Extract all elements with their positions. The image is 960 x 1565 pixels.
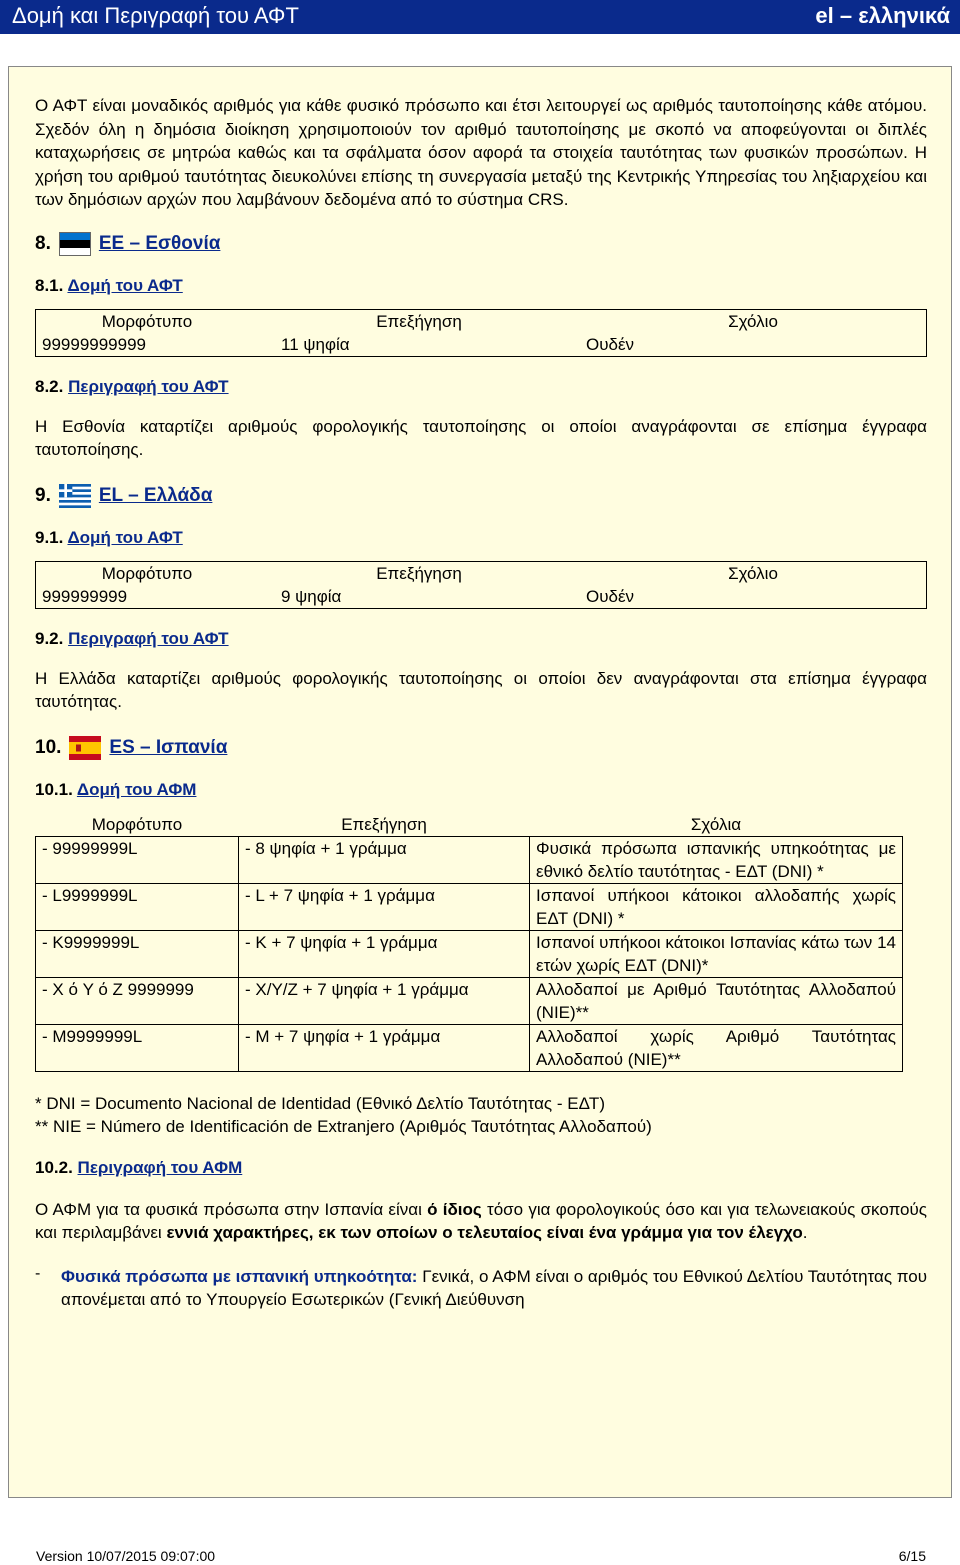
cell-explanation: - L + 7 ψηφία + 1 γράμμα (239, 883, 530, 930)
spain-description (35, 1198, 927, 1245)
section-number: 10. (35, 736, 62, 758)
subsection-10-1 (35, 780, 927, 800)
col-format: Μορφότυπο (36, 813, 239, 837)
cell-explanation: 11 ψηφία (281, 334, 350, 354)
table-row (36, 836, 903, 883)
greece-flag-icon (59, 484, 91, 508)
greece-format-table (35, 561, 927, 609)
table-row (36, 585, 927, 609)
table-row (36, 930, 903, 977)
col-explanation: Επεξήγηση (376, 563, 462, 583)
table-row (36, 883, 903, 930)
header-title: Δομή και Περιγραφή του ΑΦΤ (12, 3, 299, 28)
spain-format-table (35, 813, 903, 1072)
intro-paragraph: Ο ΑΦΤ είναι μοναδικός αριθμός για κάθε φυσικό πρόσωπο και έτσι λειτουργεί ως αριθμός ταυτοποίησης κάθε ατόμου. Σχεδόν όλη η δημόσια διοίκηση χρησιμοποιούν τον αριθμό ταυτοποίησης με σκοπό να αποφεύγονται οι διπλές καταχωρήσεις σε μητρώα καθώς και τα σφάλματα όσον αφορά τα στοιχεία ταυτότητας των φυσικών προσώπων. Η χρήση του αριθμού ταυτότητας διευκολύνει επίσης τη συνεργασία μεταξύ της Κεντρικής Υπηρεσίας του ληξιαρχείου και των δημόσιων αρχών που λαμβάνουν δεδομένα από το σύστημα CRS. (35, 96, 927, 209)
subsection-title[interactable]: Περιγραφή του ΑΦΤ (68, 376, 229, 396)
table-row (36, 977, 903, 1024)
cell-format: - X ό Y ό Z 9999999 (36, 977, 239, 1024)
cell-comment: Ουδέν (586, 334, 635, 354)
desc-emphasis: ό ίδιος (427, 1199, 482, 1219)
desc-text: Ο ΑΦΜ για τα φυσικά πρόσωπα στην Ισπανία είναι (35, 1199, 428, 1219)
bullet-heading: Φυσικά πρόσωπα με ισπανική υπηκοότητα: (61, 1266, 418, 1286)
desc-text: . (802, 1223, 808, 1242)
cell-comment: Ισπανοί υπήκοοι κάτοικοι Ισπανίας κάτω των 14 ετών χωρίς ΕΔΤ (DNI)* (530, 930, 903, 977)
section-spain-title[interactable]: ES – Ισπανία (109, 736, 228, 758)
table-row (36, 1024, 903, 1071)
subsection-title[interactable]: Δομή του ΑΦΤ (67, 275, 183, 295)
estonia-format-table (35, 309, 927, 357)
subsection-title[interactable]: Δομή του ΑΦΤ (67, 527, 183, 547)
cell-format: 999999999 (42, 586, 128, 606)
table-row (36, 333, 927, 357)
subsection-title[interactable]: Δομή του ΑΦΜ (76, 779, 197, 799)
cell-format: - M9999999L (36, 1024, 239, 1071)
cell-explanation: - 8 ψηφία + 1 γράμμα (239, 836, 530, 883)
subsection-number: 10.2. (35, 1157, 73, 1177)
col-format: Μορφότυπο (101, 311, 193, 331)
subsection-9-2 (35, 629, 927, 649)
cell-format: 99999999999 (42, 334, 147, 354)
page-number: 6/15 (898, 1548, 926, 1564)
section-estonia-title[interactable]: EE – Εσθονία (98, 232, 221, 254)
spain-flag-icon (69, 736, 101, 760)
section-number: 9. (35, 484, 51, 506)
section-spain-heading (35, 736, 927, 760)
footnotes (35, 1092, 927, 1138)
subsection-number: 8.1. (35, 275, 64, 295)
footnote-dni: * DNI = Documento Nacional de Identidad (Εθνικό Δελτίο Ταυτότητας - ΕΔΤ) (35, 1093, 605, 1113)
bullet-dash: - (35, 1264, 41, 1282)
cell-format: - K9999999L (36, 930, 239, 977)
cell-comment: Φυσικά πρόσωπα ισπανικής υπηκοότητας με εθνικό δελτίο ταυτότητας - ΕΔΤ (DNI) * (530, 836, 903, 883)
section-number: 8. (35, 232, 51, 254)
col-comment: Σχόλιο (728, 563, 778, 583)
subsection-number: 10.1. (35, 779, 73, 799)
col-comments: Σχόλια (530, 813, 903, 837)
cell-explanation: 9 ψηφία (281, 586, 342, 606)
subsection-number: 9.2. (35, 628, 64, 648)
content-frame (8, 66, 952, 1498)
footer-version: Version 10/07/2015 09:07:00 (36, 1548, 216, 1564)
subsection-title[interactable]: Περιγραφή του ΑΦΤ (68, 628, 229, 648)
subsection-8-2 (35, 377, 927, 397)
section-estonia-heading (35, 232, 927, 256)
col-format: Μορφότυπο (101, 563, 193, 583)
cell-comment: Αλλοδαποί με Αριθμό Ταυτότητας Αλλοδαπού (NIE)** (530, 977, 903, 1024)
col-comment: Σχόλιο (728, 311, 778, 331)
col-explanation: Επεξήγηση (239, 813, 530, 837)
footnote-nie: ** NIE = Número de Identificación de Extranjero (Αριθμός Ταυτότητας Αλλοδαπού) (35, 1116, 652, 1136)
page-header (0, 0, 960, 34)
cell-explanation: - X/Y/Z + 7 ψηφία + 1 γράμμα (239, 977, 530, 1024)
cell-comment: Αλλοδαποί χωρίς Αριθμό Ταυτότητας Αλλοδαπού (NIE)** (530, 1024, 903, 1071)
document-body (35, 94, 927, 1312)
cell-explanation: - M + 7 ψηφία + 1 γράμμα (239, 1024, 530, 1071)
subsection-9-1 (35, 528, 927, 548)
desc-text: τόσο για φορολογικούς όσο και για τελωνειακούς σκοπούς και περιλαμβάνει (35, 1199, 928, 1242)
subsection-title[interactable]: Περιγραφή του ΑΦΜ (77, 1157, 243, 1177)
bullet-body: Γενικά, ο ΑΦΜ είναι ο αριθμός του Εθνικού Δελτίου Ταυτότητας που απονέμεται από το Υπουργείο Εσωτερικών (Γενική Διεύθυνση (61, 1266, 927, 1309)
subsection-number: 9.1. (35, 527, 64, 547)
estonia-description: Η Εσθονία καταρτίζει αριθμούς φορολογικής ταυτοποίησης οι οποίοι αναγράφονται σε επίσημα έγγραφα ταυτοποίησης. (35, 416, 927, 459)
estonia-flag-icon (59, 232, 91, 256)
section-greece-title[interactable]: EL – Ελλάδα (98, 484, 213, 506)
greece-description: Η Ελλάδα καταρτίζει αριθμούς φορολογικής ταυτοποίησης οι οποίοι δεν αναγράφονται στα επίσημα έγγραφα ταυτότητας. (35, 668, 927, 711)
header-language: el – ελληνικά (815, 3, 950, 28)
subsection-10-2 (35, 1158, 927, 1178)
cell-format: - L9999999L (36, 883, 239, 930)
bullet-item (35, 1265, 927, 1312)
cell-comment: Ισπανοί υπήκοοι κάτοικοι αλλοδαπής χωρίς ΕΔΤ (DNI) * (530, 883, 903, 930)
col-explanation: Επεξήγηση (376, 311, 462, 331)
cell-comment: Ουδέν (586, 586, 635, 606)
subsection-8-1 (35, 276, 927, 296)
cell-format: - 99999999L (36, 836, 239, 883)
cell-explanation: - K + 7 ψηφία + 1 γράμμα (239, 930, 530, 977)
section-greece-heading (35, 484, 927, 508)
subsection-number: 8.2. (35, 376, 64, 396)
bullet-text (61, 1265, 927, 1312)
desc-emphasis: εννιά χαρακτήρες, εκ των οποίων ο τελευταίος είναι ένα γράμμα για τον έλεγχο (166, 1223, 803, 1242)
